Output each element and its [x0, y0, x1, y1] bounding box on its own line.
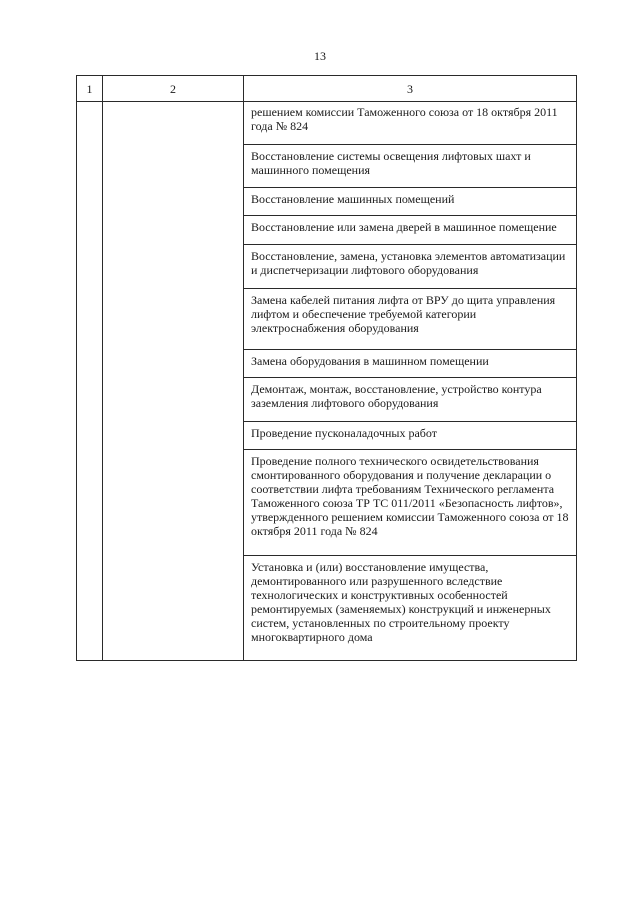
- column-header-3: 3: [244, 76, 577, 102]
- column-header-1: 1: [77, 76, 103, 102]
- works-table: [76, 75, 577, 661]
- work-item: Восстановление или замена дверей в машинное помещение: [244, 216, 577, 245]
- work-item: Восстановление системы освещения лифтовых шахт и машинного помещения: [244, 145, 577, 188]
- work-item: Установка и (или) восстановление имущества, демонтированного или разрушенного вследствие технологических и конструктивных особенностей ремонтируемых (заменяемых) конструкций и инженерных систем, установленных по строительному проекту многоквартирного дома: [244, 556, 577, 661]
- work-item: решением комиссии Таможенного союза от 18 октября 2011 года № 824: [244, 102, 577, 145]
- column-2-cell: [103, 102, 244, 661]
- column-header-2: 2: [103, 76, 244, 102]
- page-number: 13: [314, 49, 326, 63]
- work-item: Восстановление машинных помещений: [244, 188, 577, 216]
- work-item: Проведение полного технического освидетельствования смонтированного оборудования и получение декларации о соответствии лифта требованиям Технического регламента Таможенного союза ТР ТС 011/2011 «Безопасность лифтов», утвержденного решением комиссии Таможенного союза от 18 октября 2011 года № 824: [244, 450, 577, 556]
- work-item: Замена оборудования в машинном помещении: [244, 350, 577, 378]
- work-item: Восстановление, замена, установка элементов автоматизации и диспетчеризации лифтового оборудования: [244, 245, 577, 289]
- table-header-row: [77, 76, 577, 102]
- work-item: Демонтаж, монтаж, восстановление, устройство контура заземления лифтового оборудования: [244, 378, 577, 422]
- work-item: Замена кабелей питания лифта от ВРУ до щита управления лифтом и обеспечение требуемой категории электроснабжения оборудования: [244, 289, 577, 350]
- work-item: Проведение пусконаладочных работ: [244, 422, 577, 450]
- table-row: [77, 102, 577, 145]
- column-1-cell: [77, 102, 103, 661]
